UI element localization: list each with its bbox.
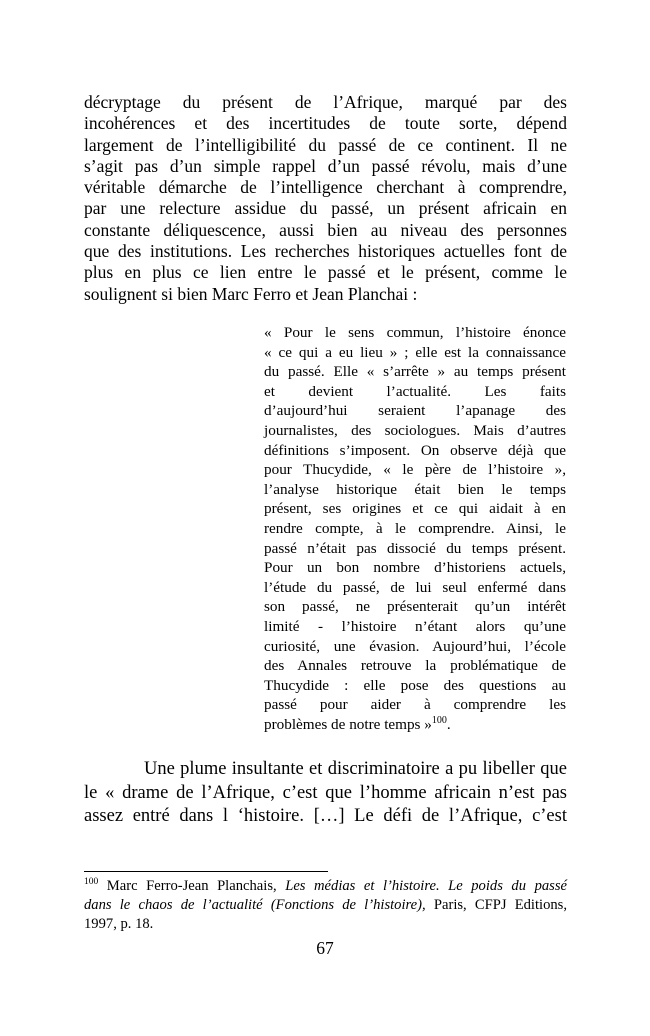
text-line: véritable démarche de l’intelligence cherchant à comprendre, <box>84 177 567 198</box>
footnote-divider <box>84 871 328 872</box>
quote-last-line-text: problèmes de notre temps » <box>264 715 432 733</box>
text-line: plus en plus ce lien entre le passé et le présent, comme le <box>84 262 567 283</box>
quote-line: son passé, ne présenterait qu’un intérêt <box>264 598 566 616</box>
footnote <box>84 877 567 934</box>
footnote-line-2 <box>84 896 567 915</box>
quote-last-line-end: . <box>446 715 451 733</box>
quote-line: Pour un bon nombre d’historiens actuels, <box>264 559 566 577</box>
footnote-reference[interactable]: 100 <box>431 714 447 726</box>
quote-line: curiosité, une évasion. Aujourd’hui, l’école <box>264 637 566 655</box>
footnote-title-1: Les médias et l’histoire. Le poids du passé <box>285 878 567 894</box>
quote-line: rendre compte, à le comprendre. Ainsi, le <box>264 519 566 537</box>
page-number: 67 <box>316 938 334 958</box>
quote-line: pour Thucydide, « le père de l’histoire », <box>264 461 566 479</box>
quote-line: du passé. Elle « s’arrête » au temps présent <box>264 363 566 381</box>
quote-line: « Pour le sens commun, l’histoire énonce <box>264 324 566 341</box>
paragraph-1 <box>84 92 567 305</box>
quote-line: l’analyse historique était bien le temps <box>264 480 566 498</box>
footnote-line-1 <box>84 877 567 896</box>
footnote-publisher: Paris, CFPJ Editions, <box>433 897 568 913</box>
text-line: que des institutions. Les recherches historiques actuelles font de <box>84 241 567 262</box>
text-line: soulignent si bien Marc Ferro et Jean Planchai : <box>84 283 418 304</box>
footnote-author: Marc Ferro-Jean Planchais, <box>106 878 277 894</box>
quote-line: présent, ses origines et ce qui aidait à en <box>264 500 566 518</box>
text-line: constante déliquescence, aussi bien au niveau des personnes <box>84 219 567 240</box>
quote-line: des Annales retrouve la problématique de <box>264 657 566 675</box>
text-line: incohérences et des incertitudes de toute sorte, dépend <box>84 113 567 134</box>
quote-line: d’aujourd’hui seraient l’apanage des <box>264 402 566 420</box>
text-line: Une plume insultante et discriminatoire a pu libeller que <box>144 759 567 779</box>
text-line: assez entré dans l ‘histoire. […] Le défi de l’Afrique, c’est <box>84 806 567 826</box>
footnote-number: 100 <box>84 877 99 888</box>
paragraph-2 <box>84 758 567 829</box>
text-line: décryptage du présent de l’Afrique, marqué par des <box>84 92 567 112</box>
text-line: par une relecture assidue du passé, un présent africain en <box>84 198 567 219</box>
footnote-line-3: 1997, p. 18. <box>84 916 154 932</box>
text-line: s’agit pas d’un simple rappel d’un passé révolu, mais d’une <box>84 155 567 176</box>
text-line: le « drame de l’Afrique, c’est que l’homme africain n’est pas <box>84 782 567 803</box>
quote-line: et devient l’actualité. Les faits <box>264 382 566 400</box>
block-quote <box>264 323 566 734</box>
quote-line: passé n’était pas dissocié du temps présent. <box>264 539 566 557</box>
text-line: largement de l’intelligibilité du passé de ce continent. Il ne <box>84 134 567 155</box>
quote-line: l’étude du passé, de lui seul enfermé dans <box>264 578 566 596</box>
quote-line: définitions s’imposent. On observe déjà que <box>264 441 566 459</box>
quote-line: limité - l’histoire n’étant alors qu’une <box>264 617 566 635</box>
quote-line: Thucydide : elle pose des questions au <box>264 676 566 694</box>
quote-last-line <box>264 715 566 735</box>
quote-line: « ce qui a eu lieu » ; elle est la connaissance <box>264 343 566 361</box>
quote-line: passé pour aider à comprendre les <box>264 696 566 714</box>
footnote-title-2: dans le chaos de l’actualité (Fonctions de l’histoire), <box>84 897 426 913</box>
quote-line: journalistes, des sociologues. Mais d’autres <box>264 421 566 439</box>
